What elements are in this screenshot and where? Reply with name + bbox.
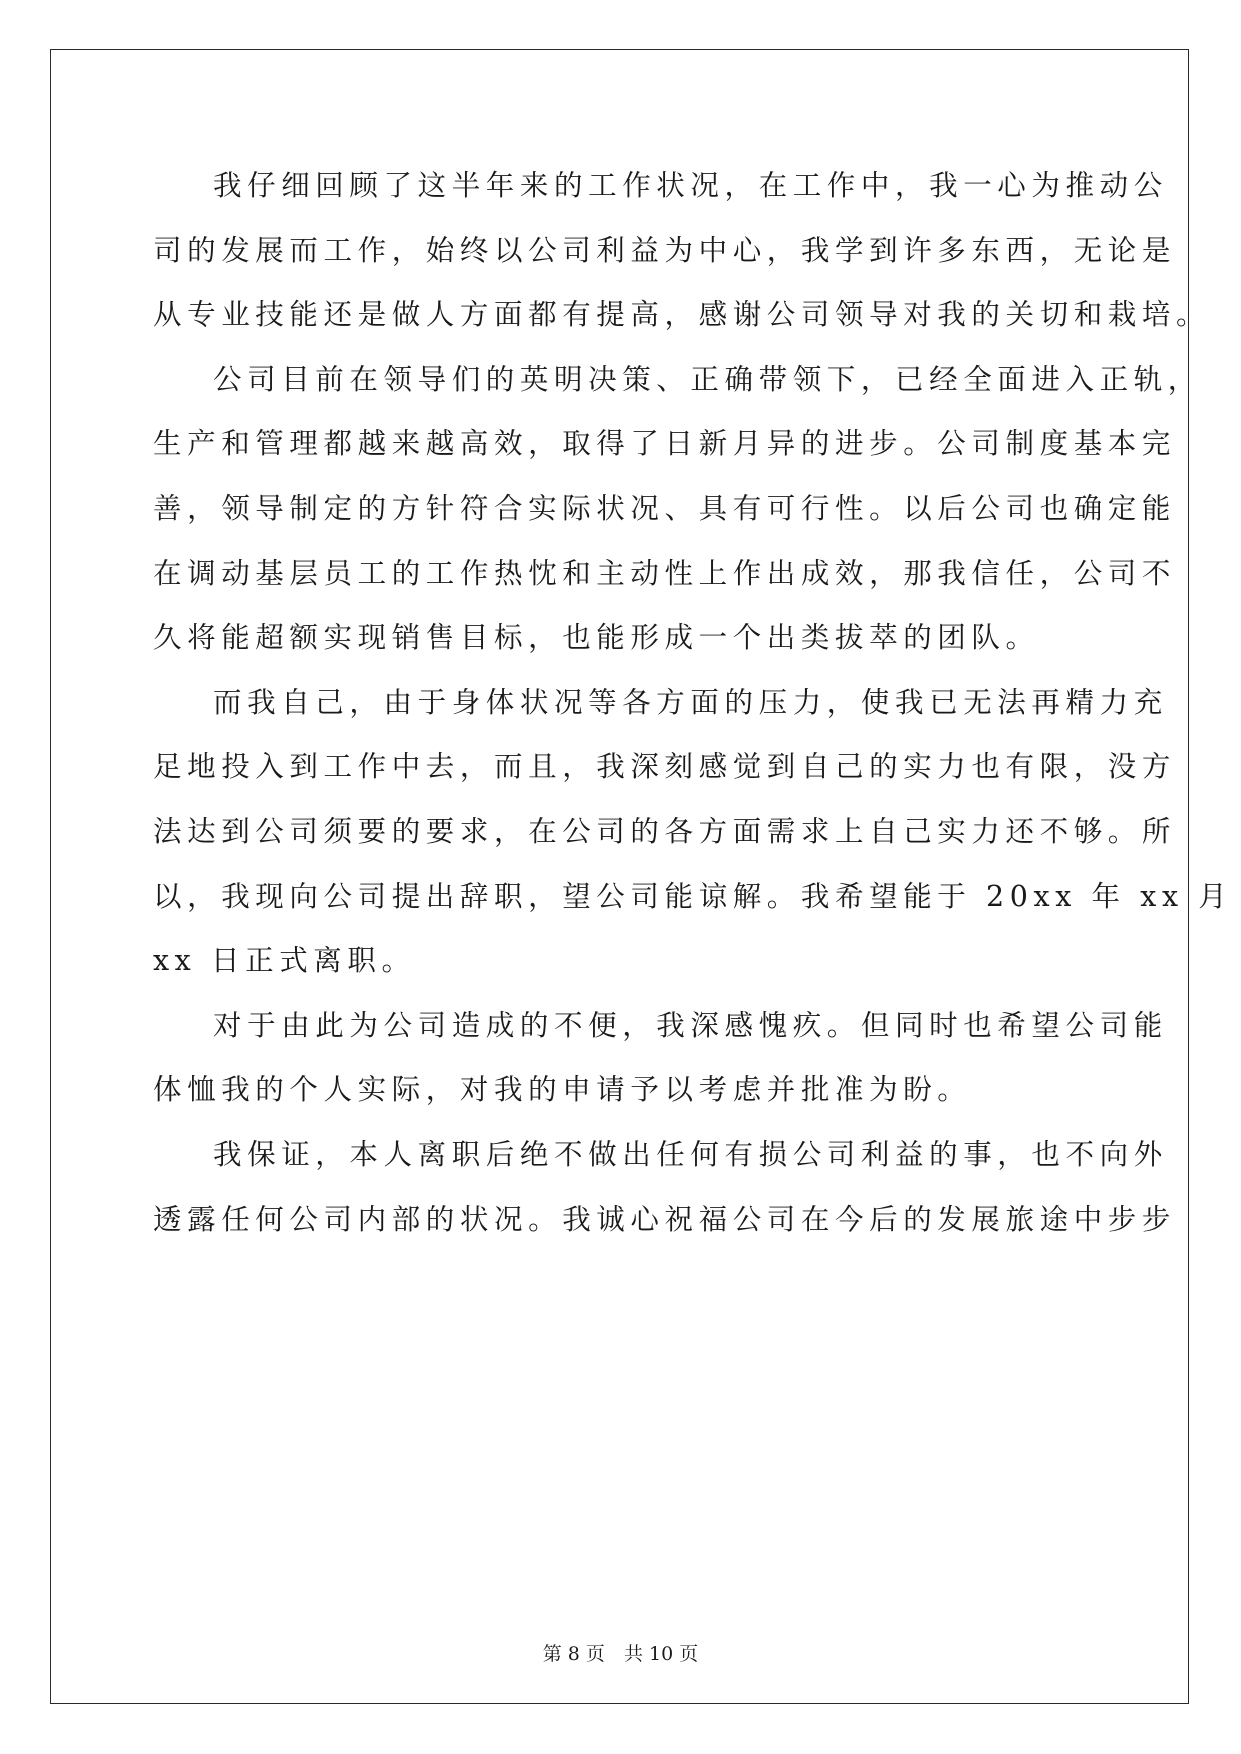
paragraph-3-line-1: 而我自己，由于身体状况等各方面的压力，使我已无法再精力充	[213, 685, 1168, 719]
paragraph-4-line-1: 对于由此为公司造成的不便，我深感愧疚。但同时也希望公司能	[213, 1008, 1168, 1042]
paragraph-1-line-1: 我仔细回顾了这半年来的工作状况，在工作中，我一心为推动公	[213, 169, 1168, 202]
paragraph-2-line-2: 生产和管理都越来越高效，取得了日新月异的进步。公司制度基本完	[153, 427, 1177, 461]
paragraph-2-line-5: 久将能超额实现销售目标，也能形成一个出类拔萃的团队。	[153, 621, 1040, 655]
page-footer	[0, 1639, 1241, 1666]
paragraph-5-line-1: 我保证，本人离职后绝不做出任何有损公司利益的事，也不向外	[213, 1137, 1168, 1171]
paragraph-2-line-3: 善，领导制定的方针符合实际状况、具有可行性。以后公司也确定能	[153, 491, 1177, 525]
paragraph-3-line-5: xx 日正式离职。	[153, 944, 416, 978]
paragraph-5-line-2: 透露任何公司内部的状况。我诚心祝福公司在今后的发展旅途中步步	[153, 1202, 1177, 1236]
paragraph-3-line-2: 足地投入到工作中去，而且，我深刻感觉到自己的实力也有限，没方	[153, 750, 1177, 784]
document-body	[153, 154, 1233, 1252]
paragraph-2-line-4: 在调动基层员工的工作热忱和主动性上作出成效，那我信任，公司不	[153, 556, 1177, 590]
paragraph-1-line-2: 司的发展而工作，始终以公司利益为中心，我学到许多东西，无论是	[153, 233, 1177, 267]
page-total: 共 10 页	[623, 1643, 699, 1665]
paragraph-3-line-3: 法达到公司须要的要求，在公司的各方面需求上自己实力还不够。所	[153, 814, 1177, 848]
paragraph-1-line-3: 从专业技能还是做人方面都有提高，感谢公司领导对我的关切和栽培。	[153, 298, 1211, 332]
paragraph-4-line-2: 体恤我的个人实际，对我的申请予以考虑并批准为盼。	[153, 1073, 972, 1107]
paragraph-3-line-4: 以，我现向公司提出辞职，望公司能谅解。我希望能于 20xx 年 xx 月	[153, 879, 1233, 913]
page-number: 第 8 页	[542, 1643, 605, 1665]
paragraph-2-line-1: 公司目前在领导们的英明决策、正确带领下，已经全面进入正轨，	[213, 362, 1202, 396]
